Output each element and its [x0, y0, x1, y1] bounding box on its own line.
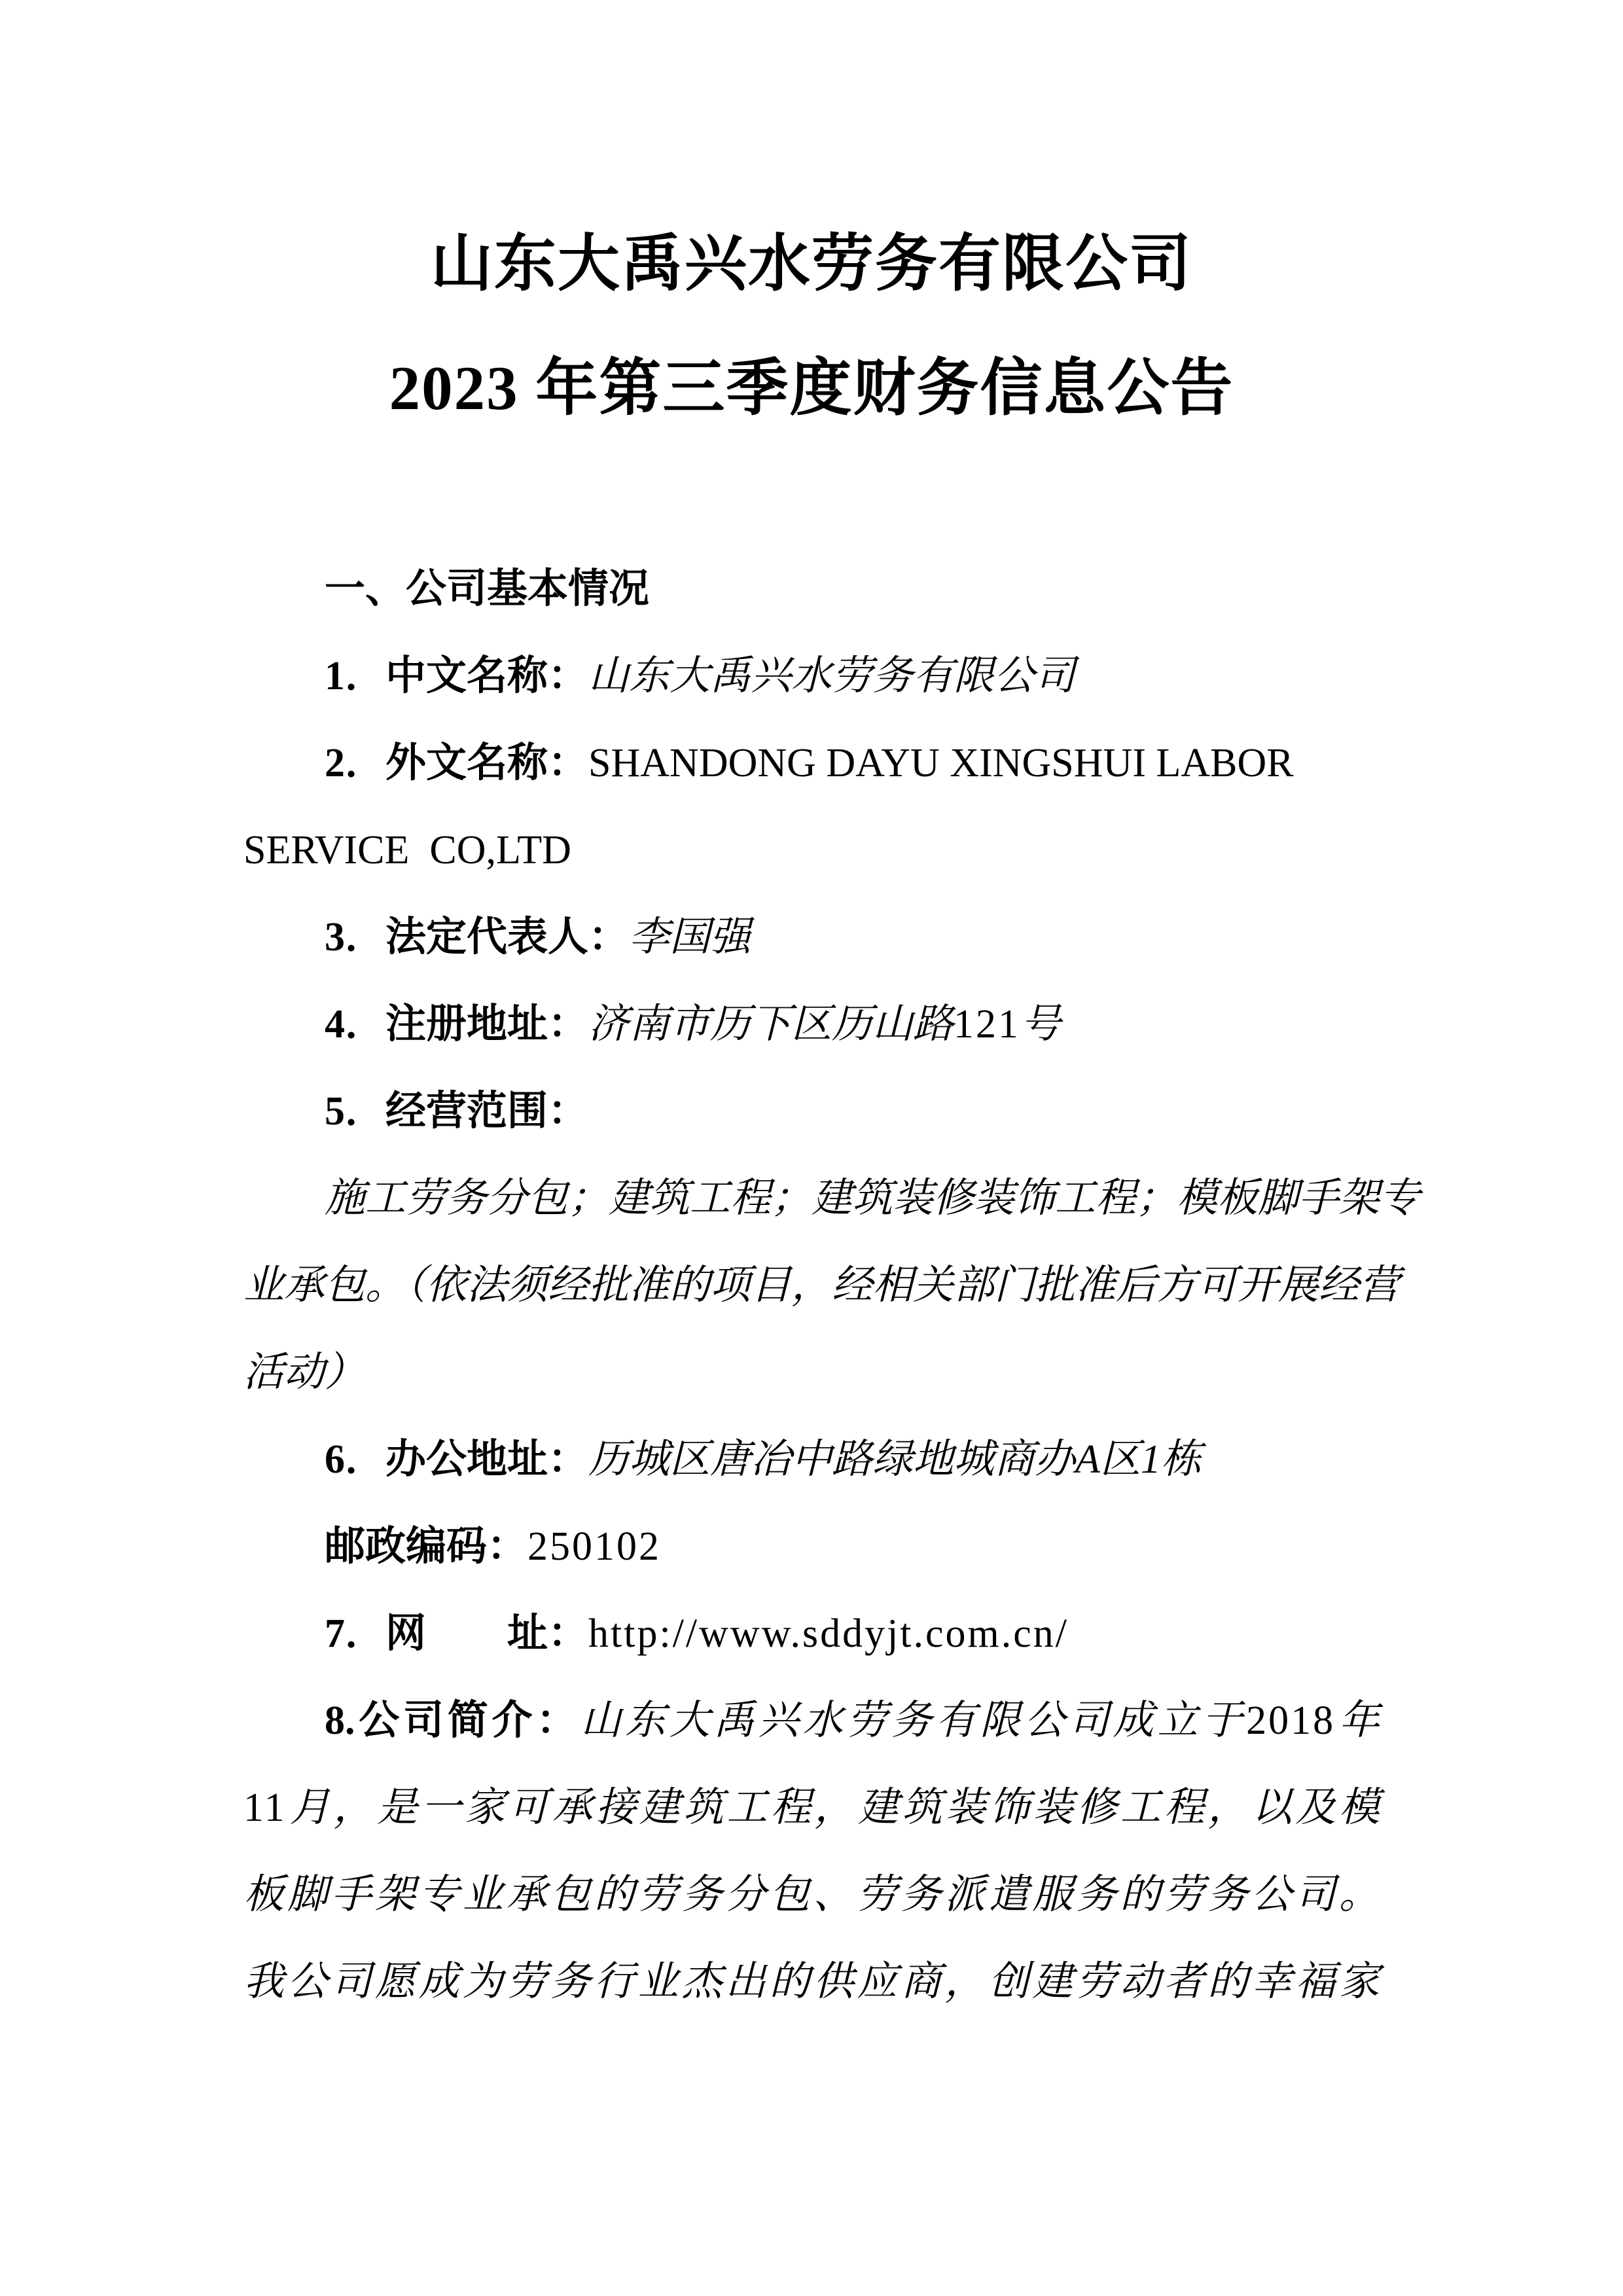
document-body [243, 546, 1421, 2026]
profile-line-1-suffix: 年 [1335, 1698, 1380, 1743]
profile-line-2-text: 月，是一家可承接建筑工程，建筑装饰装修工程，以及模 [286, 1785, 1380, 1830]
profile-line-1-text: 山东大禹兴水劳务有限公司成立于 [580, 1698, 1247, 1743]
item-business-scope-label: 5．经营范围： [325, 1089, 589, 1134]
item-legal-representative-label: 3．法定代表人： [325, 915, 630, 960]
item-foreign-name-value-line1: SHANDONG DAYU XINGSHUI LABOR [588, 741, 1294, 785]
business-scope-line-3 [243, 1329, 1380, 1416]
document-title [0, 0, 1623, 450]
item-company-profile-label: 8.公司简介： [325, 1698, 581, 1743]
item-foreign-name-value-line2: SERVICE CO,LTD [243, 828, 571, 872]
item-office-address-label: 6．办公地址： [325, 1437, 589, 1482]
profile-line-2 [243, 1765, 1380, 1852]
postal-code-label: 邮政编码： [325, 1524, 528, 1569]
item-registered-address-number: 121 [954, 1002, 1021, 1047]
profile-line-4 [243, 1939, 1380, 2026]
profile-line-4-text: 我公司愿成为劳务行业杰出的供应商，创建劳动者的幸福家 [243, 1960, 1380, 2004]
business-scope-line-1 [243, 1155, 1421, 1242]
item-registered-address-suffix: 号 [1020, 1002, 1061, 1047]
business-scope-line-2 [243, 1242, 1400, 1329]
item-foreign-name [243, 720, 1380, 807]
title-line-1: 山东大禹兴水劳务有限公司 [430, 229, 1192, 298]
item-chinese-name-value: 山东大禹兴水劳务有限公司 [588, 654, 1076, 698]
profile-line-3-text: 板脚手架专业承包的劳务分包、劳务派遣服务的劳务公司。 [243, 1873, 1380, 1917]
item-foreign-name-continuation [243, 807, 1380, 894]
item-registered-address-label: 4．注册地址： [325, 1002, 589, 1047]
postal-code [243, 1503, 1380, 1590]
item-business-scope [243, 1068, 1380, 1155]
item-legal-representative [243, 894, 1380, 981]
profile-line-2-month: 11 [243, 1785, 287, 1830]
item-registered-address-street: 济南市历下区历山路 [588, 1002, 954, 1047]
item-office-address-value: 历城区唐冶中路绿地城商办A区1栋 [588, 1437, 1202, 1482]
item-legal-representative-value: 李国强 [629, 915, 751, 960]
profile-line-1-year: 2018 [1246, 1698, 1336, 1743]
item-foreign-name-label: 2．外文名称： [325, 741, 589, 785]
section-heading: 一、公司基本情况 [325, 567, 650, 611]
item-website-label: 7．网 址： [325, 1611, 589, 1656]
title-line-2: 2023 年第三季度财务信息公告 [389, 353, 1234, 423]
profile-line-3 [243, 1852, 1380, 1939]
item-company-profile [243, 1677, 1380, 1765]
business-scope-text-1: 施工劳务分包；建筑工程；建筑装修装饰工程；模板脚手架专 [325, 1176, 1421, 1221]
item-website-url: http://www.sddyjt.com.cn/ [588, 1611, 1069, 1656]
item-office-address [243, 1416, 1380, 1503]
item-chinese-name [243, 633, 1380, 720]
item-chinese-name-label: 1．中文名称： [325, 654, 589, 698]
postal-code-value: 250102 [527, 1524, 662, 1569]
business-scope-text-3: 活动） [243, 1350, 366, 1395]
item-website [243, 1590, 1380, 1677]
business-scope-text-2: 业承包。（依法须经批准的项目，经相关部门批准后方可开展经营 [243, 1263, 1400, 1308]
item-registered-address [243, 981, 1380, 1068]
